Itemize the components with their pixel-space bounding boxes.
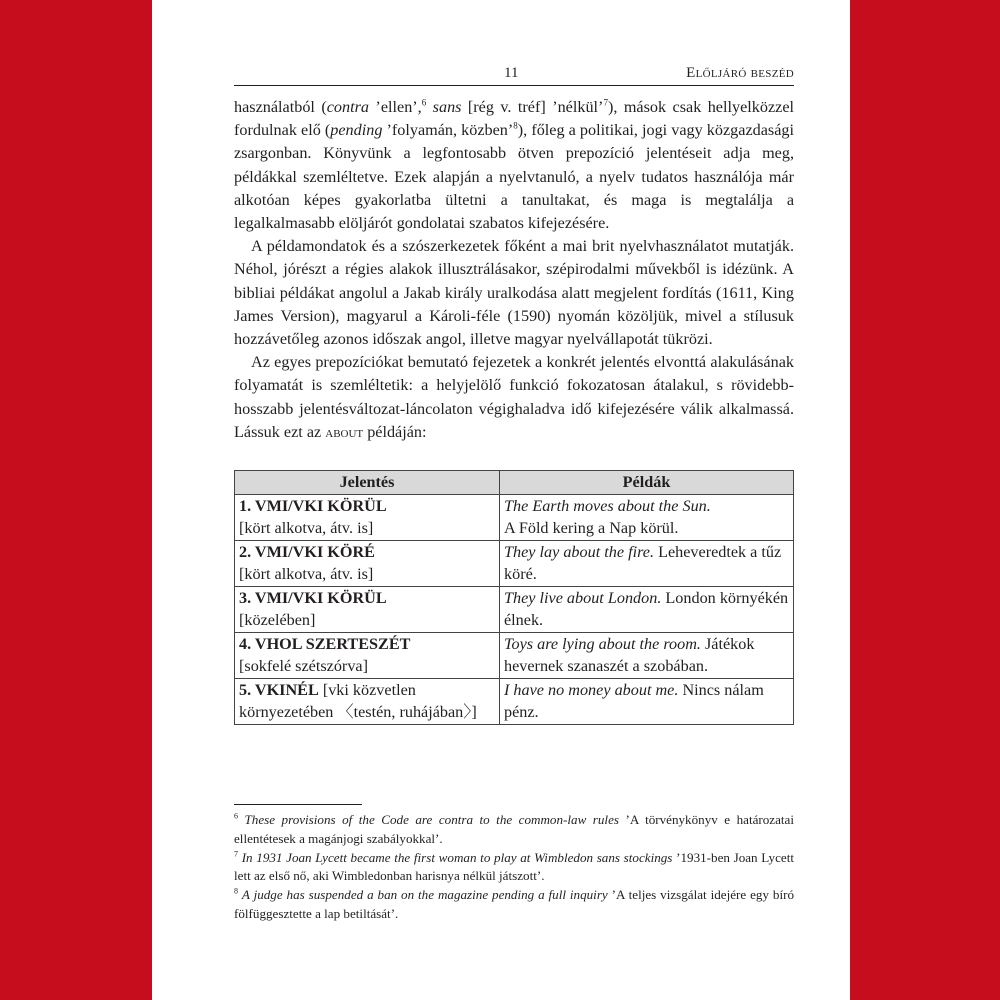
column-header-examples: Példák	[500, 471, 794, 495]
example-cell	[500, 632, 794, 678]
example-hungarian: A Föld kering a Nap körül.	[504, 519, 679, 537]
example-english: They lay about the fire.	[504, 542, 655, 561]
example-cell	[500, 540, 794, 586]
sense-gloss: [kört alkotva, átv. is]	[239, 519, 374, 537]
meanings-table	[234, 470, 794, 725]
running-header	[234, 65, 794, 86]
footnote-number: 7	[234, 849, 238, 859]
example-cell	[500, 586, 794, 632]
example-hungarian: Nincs nálam pénz.	[504, 680, 764, 721]
text-run: [rég v. tréf] ’nélkül’	[461, 98, 604, 116]
meaning-cell	[235, 678, 500, 724]
text-run: példáján:	[363, 422, 427, 441]
example-hungarian: Leheveredtek a tűz köré.	[504, 542, 782, 583]
page-number: 11	[504, 65, 519, 81]
footnotes	[234, 811, 794, 924]
example-english: They live about London.	[504, 588, 662, 607]
sense-label: 5. VKINÉL	[239, 680, 319, 699]
text-run: használatból (	[234, 98, 327, 116]
footnote-hungarian: ’A teljes vizsgálat idejére egy bíró fölfüggesztette a lap betiltását’.	[234, 887, 794, 921]
term-pending: pending	[330, 121, 383, 140]
sense-label: 2. VMI/VKI KÖRÉ	[239, 542, 375, 561]
example-english: I have no money about me.	[504, 680, 679, 699]
footnote-hungarian: ’1931-ben Joan Lycett lett az első nő, aki Wimbledonban harisnya nélkül játszott’.	[234, 849, 795, 884]
term-sans: sans	[432, 98, 462, 116]
term-contra: contra	[326, 98, 369, 116]
sense-gloss: [közelében]	[239, 611, 316, 629]
footnote-6	[234, 811, 794, 849]
sense-label: 4. VHOL SZERTESZÉT	[239, 634, 411, 653]
sense-gloss: [sokfelé szétszórva]	[239, 657, 368, 675]
example-cell	[500, 494, 794, 540]
example-english: Toys are lying about the room.	[504, 634, 701, 653]
footnote-hungarian: ’A törvénykönyv e határozatai ellentétesek a magánjogi szabályokkal’.	[234, 812, 795, 846]
text-run: Az egyes prepozíciókat bemutató fejezetek a konkrét jelentés elvonttá alakulásának folyamatát is szemléltetik: a helyjelölő funkció fokozatosan átalakul, s rövidebb-hosszabb jelentésváltozat-láncolaton végighaladva idő kifejezésére válik alkalmassá. Lássuk ezt az	[234, 353, 794, 441]
text-run: ’ellen’,	[369, 98, 422, 116]
footnote-english: These provisions of the Code are contra to the common-law rules	[244, 812, 619, 827]
meaning-cell	[235, 540, 500, 586]
example-hungarian: Játékok hevernek szanaszét a szobában.	[504, 634, 755, 675]
text-run: ’folyamán, közben’	[382, 121, 514, 140]
table-row	[235, 632, 794, 678]
footnote-english: A judge has suspended a ban on the magazine pending a full inquiry	[241, 887, 608, 903]
meaning-cell	[235, 632, 500, 678]
footnote-7	[234, 849, 794, 887]
meaning-cell	[235, 494, 500, 540]
term-about: about	[325, 422, 364, 441]
table-row	[235, 494, 794, 540]
column-header-meaning: Jelentés	[235, 471, 500, 495]
table-row	[235, 586, 794, 632]
sense-label: 1. VMI/VKI KÖRÜL	[239, 496, 387, 515]
text-run: ), mások csak hellyelközzel fordulnak elő (	[234, 98, 795, 140]
table-row	[235, 540, 794, 586]
footnote-ref-6: 6	[421, 97, 427, 108]
example-cell	[500, 678, 794, 724]
body-text	[234, 96, 794, 444]
paragraph-3	[234, 351, 794, 444]
footnote-8	[234, 886, 794, 924]
footnote-number: 6	[234, 811, 238, 821]
example-hungarian: London környékén élnek.	[504, 588, 789, 629]
paragraph-1	[234, 96, 794, 235]
sense-gloss: [kört alkotva, átv. is]	[239, 565, 374, 583]
footnote-ref-7: 7	[603, 97, 608, 108]
chapter-title: Előljáró beszéd	[686, 65, 794, 81]
sense-gloss: [vki közvetlen környezetében 〈testén, ruhájában〉]	[239, 680, 477, 721]
table-header-row	[235, 471, 794, 495]
example-english: The Earth moves about the Sun.	[504, 496, 711, 515]
footnote-divider	[234, 804, 362, 805]
sense-label: 3. VMI/VKI KÖRÜL	[239, 588, 387, 607]
table-row	[235, 678, 794, 724]
paragraph-2: A példamondatok és a szószerkezetek főként a mai brit nyelvhasználatot mutatják. Néhol, jórészt a régies alakok illusztrálásakor, szépirodalmi művekből is idézünk. A bibliai példákat angolul a Jakab király uralkodása alatt megjelent fordítás (1611, King James Version), magyarul a Károli-féle (1590) nyomán közöljük, mivel a stílusuk hozzávetőleg azonos időszak angol, illetve magyar nyelvállapotát tükrözi.	[234, 237, 794, 349]
meaning-cell	[235, 586, 500, 632]
footnote-number: 8	[234, 886, 238, 896]
footnote-english: In 1931 Joan Lycett became the first woman to play at Wimbledon sans stockings	[241, 849, 673, 865]
book-page	[152, 0, 850, 1000]
text-run: ), főleg a politikai, jogi vagy közgazdasági zsargonban. Könyvünk a legfontosabb ötven prepozíció jelentéseit adja meg, példákkal szemléltetve. Ezek alapján a nyelvtanuló, a nyelv tudatos használója már alkotóan képes gyakorlatba ültetni a tanultakat, és maga is megtalálja a legalkalmasabb elöljárót gondolatai szabatos kifejezésére.	[234, 121, 794, 233]
footnote-ref-8: 8	[513, 120, 518, 131]
